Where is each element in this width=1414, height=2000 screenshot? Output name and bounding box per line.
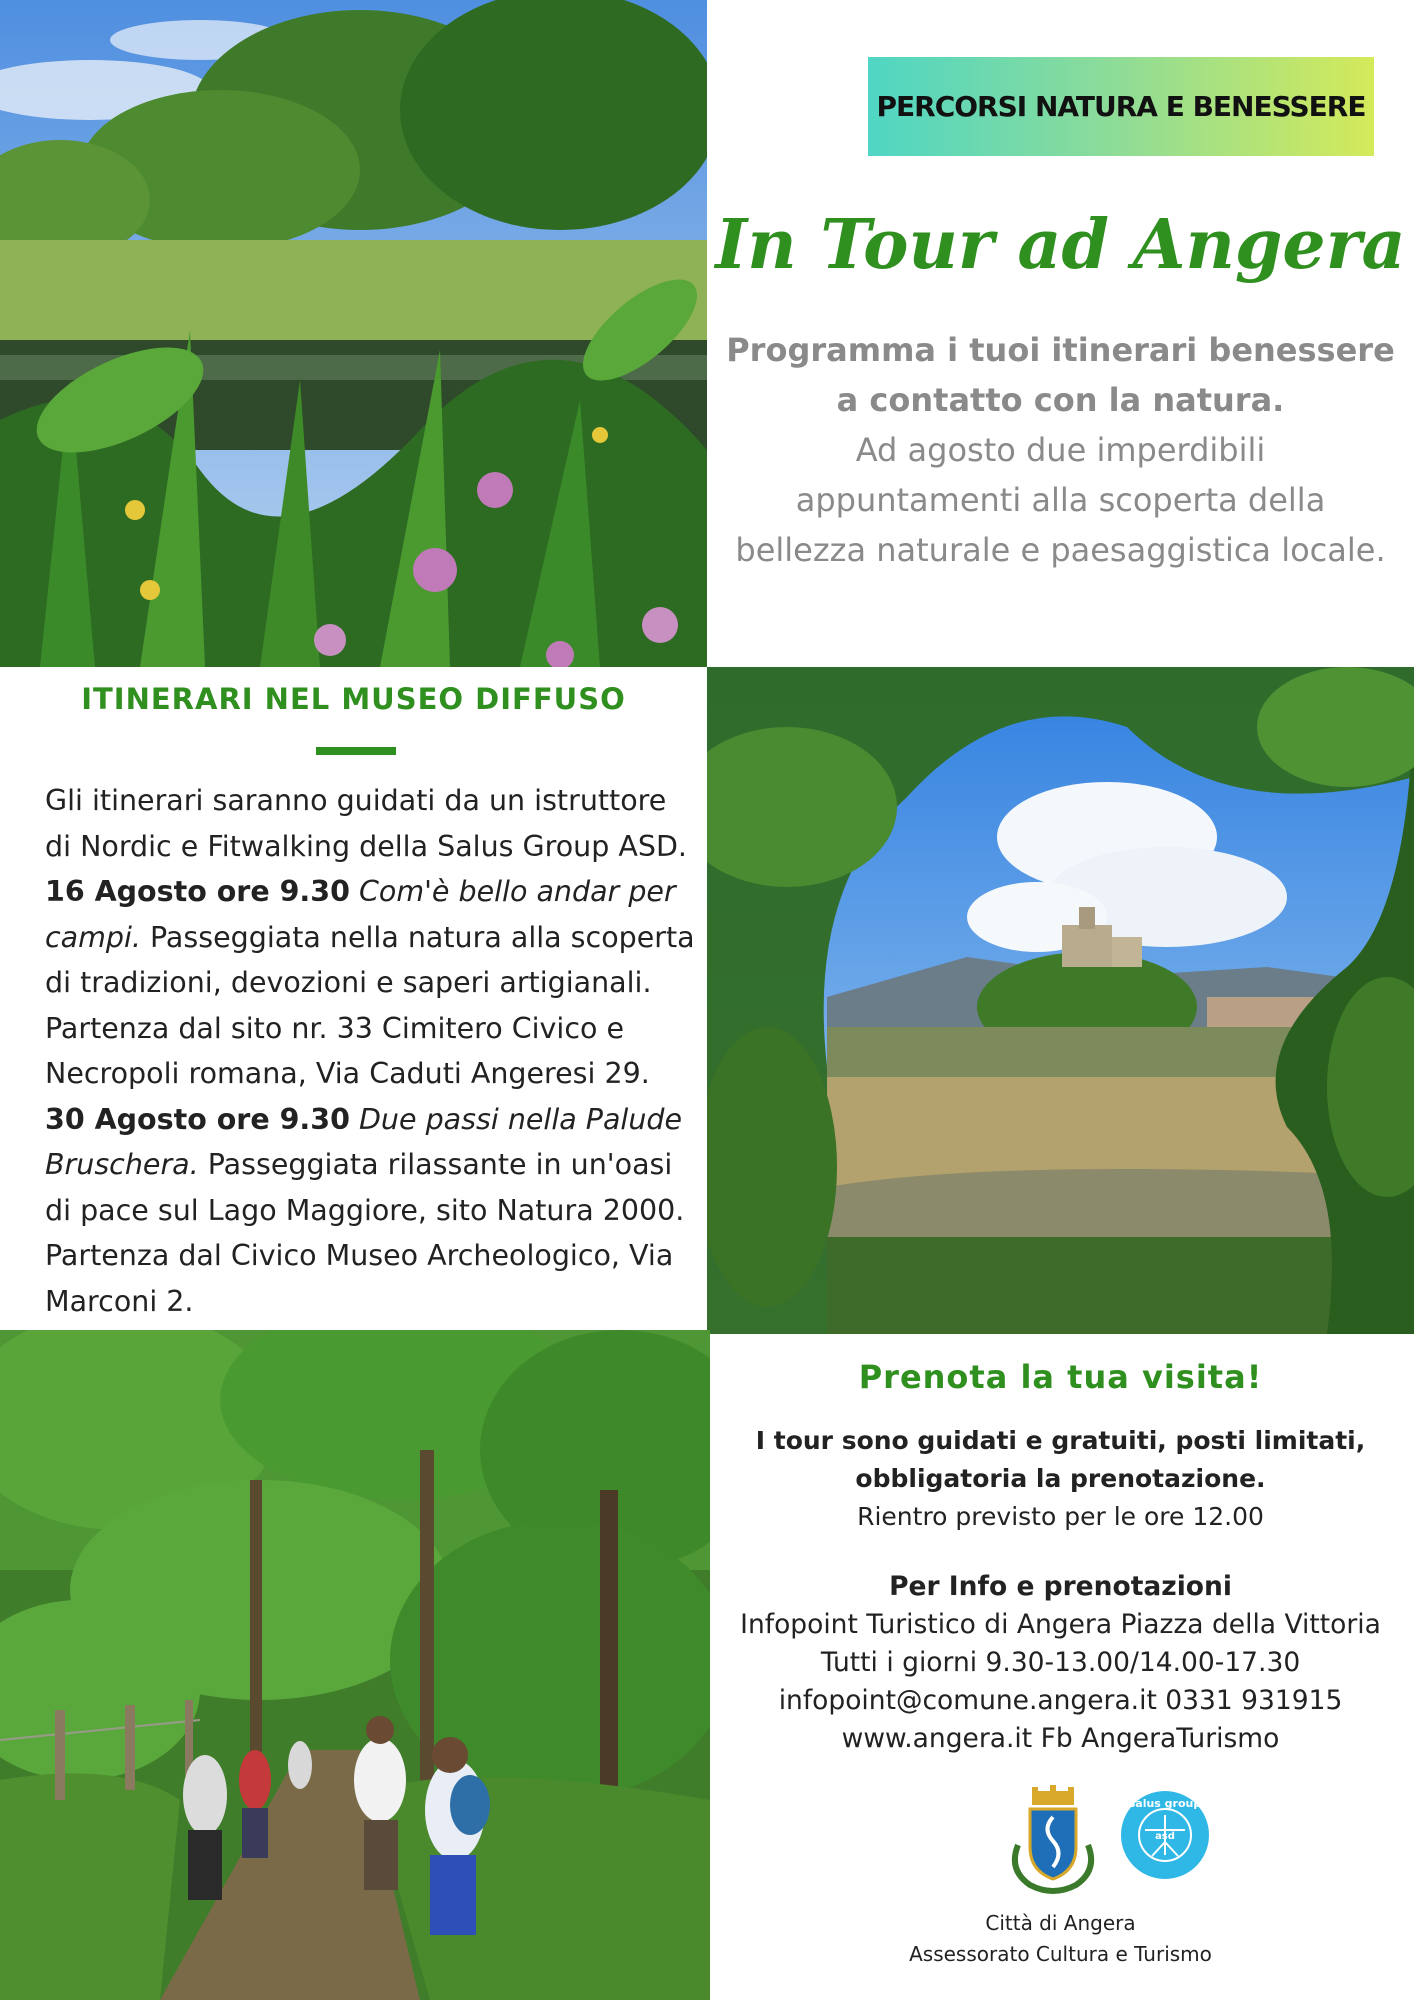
intro-text	[707, 325, 1414, 575]
intro-bold-line: a contatto con la natura.	[836, 381, 1285, 419]
event-2-date: 30 Agosto ore 9.30	[45, 1102, 350, 1136]
body-line: Partenza dal sito nr. 33 Cimitero Civico e	[45, 1011, 625, 1045]
body-line: di Nordic e Fitwalking della Salus Group ASD.	[45, 829, 687, 863]
intro-bold-line: Programma i tuoi itinerari benessere	[726, 331, 1395, 369]
event-1-desc: Passeggiata nella natura alla scoperta	[150, 920, 695, 954]
event-1-title: Com'è bello andar per	[358, 875, 676, 908]
event-2-title: Due passi nella Palude	[358, 1102, 683, 1136]
info-hours: Tutti i giorni 9.30-13.00/14.00-17.30	[820, 1647, 1301, 1678]
city-crest-icon	[1010, 1785, 1096, 1895]
body-line: Marconi 2.	[45, 1284, 194, 1318]
info-contact: infopoint@comune.angera.it 0331 931915	[778, 1685, 1343, 1716]
event-2-title-end: Bruschera.	[45, 1148, 199, 1181]
heading-divider	[316, 747, 396, 755]
event-2-desc-line	[45, 1142, 685, 1188]
body-line: Necropoli romana, Via Caduti Angeresi 29.	[45, 1057, 650, 1090]
booking-text	[707, 1422, 1414, 1536]
intro-line: bellezza naturale e paesaggistica locale.	[735, 531, 1386, 569]
booking-heading: Prenota la tua visita!	[858, 1358, 1263, 1396]
itineraries-heading: ITINERARI NEL MUSEO DIFFUSO	[81, 682, 626, 716]
body-line: Gli itinerari saranno guidati da un istruttore	[45, 784, 667, 817]
event-1-header-line	[45, 869, 685, 915]
booking-bold-line: I tour sono guidati e gratuiti, posti limitati,	[755, 1426, 1366, 1455]
intro-line: Ad agosto due imperdibili	[855, 431, 1266, 469]
info-heading: Per Info e prenotazioni	[889, 1571, 1232, 1602]
walkers-photo	[0, 1330, 710, 2000]
body-line: di tradizioni, devozioni e saperi artigianali.	[45, 966, 652, 999]
castle-lake-photo	[707, 667, 1414, 1334]
footer-office: Assessorato Cultura e Turismo	[909, 1942, 1212, 1966]
page-title: In Tour ad Angera	[715, 205, 1406, 285]
event-1-title-end: campi.	[45, 920, 141, 954]
return-time: Rientro previsto per le ore 12.00	[857, 1502, 1264, 1531]
info-place: Infopoint Turistico di Angera Piazza della Vittoria	[740, 1609, 1381, 1640]
category-banner	[868, 57, 1374, 156]
marsh-photo	[0, 0, 707, 667]
footer	[707, 1908, 1414, 1970]
event-1-date: 16 Agosto ore 9.30	[45, 875, 350, 908]
event-2-desc: Passeggiata rilassante in un'oasi	[207, 1148, 673, 1181]
footer-city: Città di Angera	[985, 1911, 1136, 1935]
salus-logo-text: salus group	[1128, 1797, 1202, 1810]
info-block	[707, 1568, 1414, 1758]
body-line: di pace sul Lago Maggiore, sito Natura 2000.	[45, 1193, 685, 1227]
event-2-header-line	[45, 1097, 685, 1143]
intro-line: appuntamenti alla scoperta della	[795, 481, 1326, 519]
salus-group-logo	[1120, 1790, 1210, 1880]
category-banner-label: PERCORSI NATURA E BENESSERE	[876, 90, 1366, 123]
body-line: Partenza dal Civico Museo Archeologico, Via	[45, 1239, 674, 1272]
booking-bold-line: obbligatoria la prenotazione.	[855, 1464, 1266, 1493]
event-1-desc-line	[45, 915, 695, 961]
info-web: www.angera.it Fb AngeraTurismo	[841, 1723, 1280, 1754]
salus-logo-inner: asd	[1155, 1831, 1175, 1842]
itineraries-body	[45, 778, 695, 1324]
